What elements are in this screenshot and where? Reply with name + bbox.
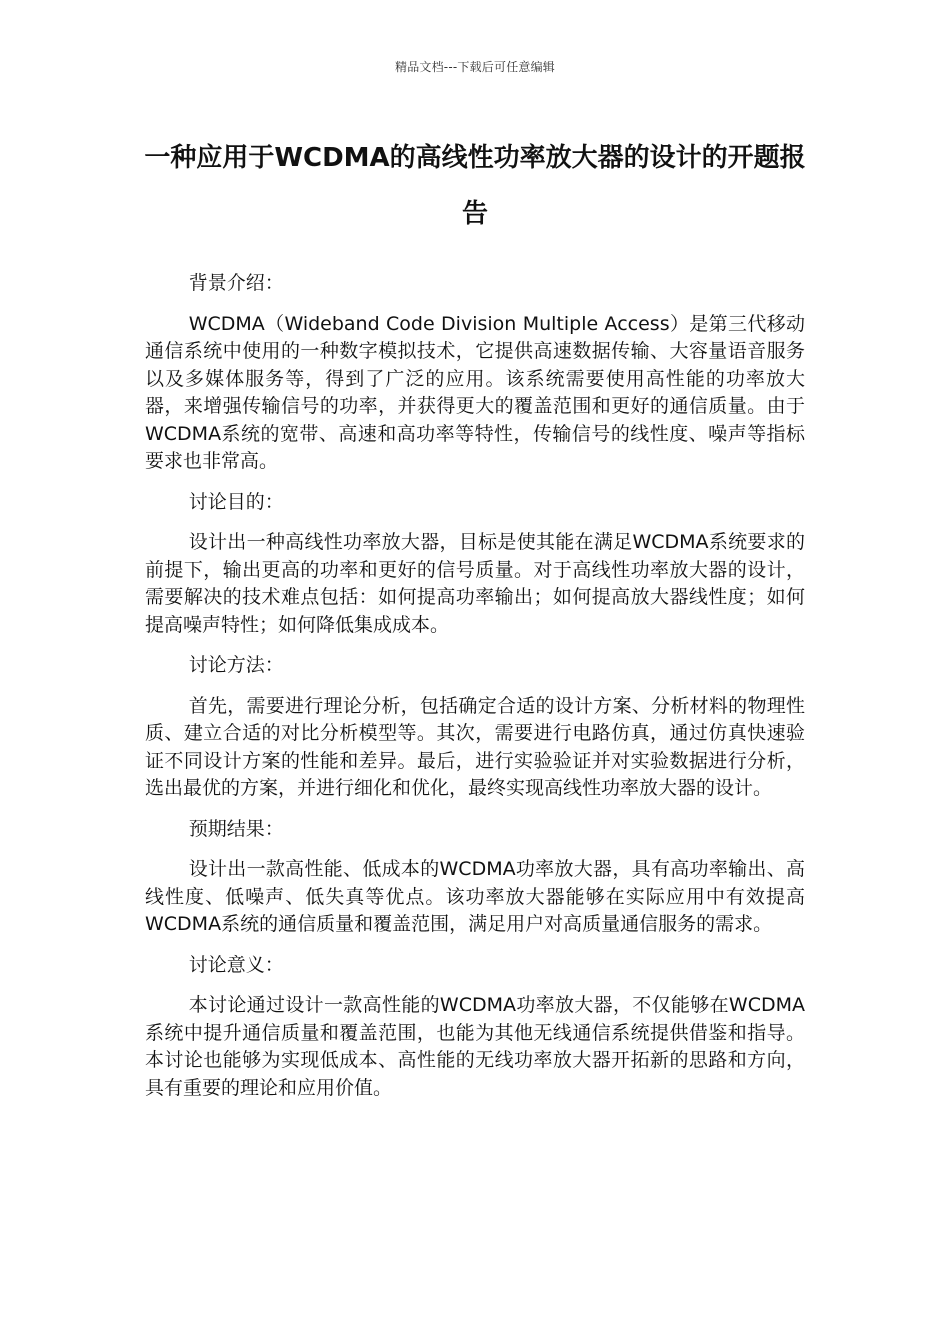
section-paragraph-purpose: 设计出一种高线性功率放大器，目标是使其能在满足WCDMA系统要求的前提下，输出更高的功率和更好的信号质量。对于高线性功率放大器的设计，需要解决的技术难点包括：如何提高功率输出；如何提高放大器线性度；如何提高噪声特性；如何降低集成成本。 — [145, 531, 805, 636]
section-paragraph-significance: 本讨论通过设计一款高性能的WCDMA功率放大器，不仅能够在WCDMA系统中提升通信质量和覆盖范围，也能为其他无线通信系统提供借鉴和指导。本讨论也能够为实现低成本、高性能的无线功率放大器开拓新的思路和方向，具有重要的理论和应用价值。 — [145, 994, 805, 1099]
section-paragraph-background: WCDMA（Wideband Code Division Multiple Access）是第三代移动通信系统中使用的一种数字模拟技术，它提供高速数据传输、大容量语音服务以及多媒体服务等，得到了广泛的应用。该系统需要使用高性能的功率放大器，来增强传输信号的功率，并获得更大的覆盖范围和更好的通信质量。由于WCDMA系统的宽带、高速和高功率等特性，传输信号的线性度、噪声等指标要求也非常高。 — [145, 312, 805, 472]
section-label-expected-results: 预期结果： — [188, 817, 284, 840]
section-paragraph-expected-results: 设计出一款高性能、低成本的WCDMA功率放大器，具有高功率输出、高线性度、低噪声、低失真等优点。该功率放大器能够在实际应用中有效提高WCDMA系统的通信质量和覆盖范围，满足用户对高质量通信服务的需求。 — [145, 858, 805, 935]
section-label-significance: 讨论意义： — [188, 953, 284, 976]
header-note: 精品文档---下载后可任意编辑 — [395, 60, 555, 74]
section-label-purpose: 讨论目的： — [188, 490, 284, 513]
document-title: 一种应用于WCDMA的高线性功率放大器的设计的开题报告 — [144, 143, 806, 229]
section-paragraph-method: 首先，需要进行理论分析，包括确定合适的设计方案、分析材料的物理性质、建立合适的对比分析模型等。其次，需要进行电路仿真，通过仿真快速验证不同设计方案的性能和差异。最后，进行实验验证并对实验数据进行分析，选出最优的方案，并进行细化和优化，最终实现高线性功率放大器的设计。 — [145, 694, 805, 799]
document-body — [145, 270, 805, 1115]
section-label-background: 背景介绍： — [188, 272, 284, 294]
section-label-method: 讨论方法： — [188, 654, 284, 676]
